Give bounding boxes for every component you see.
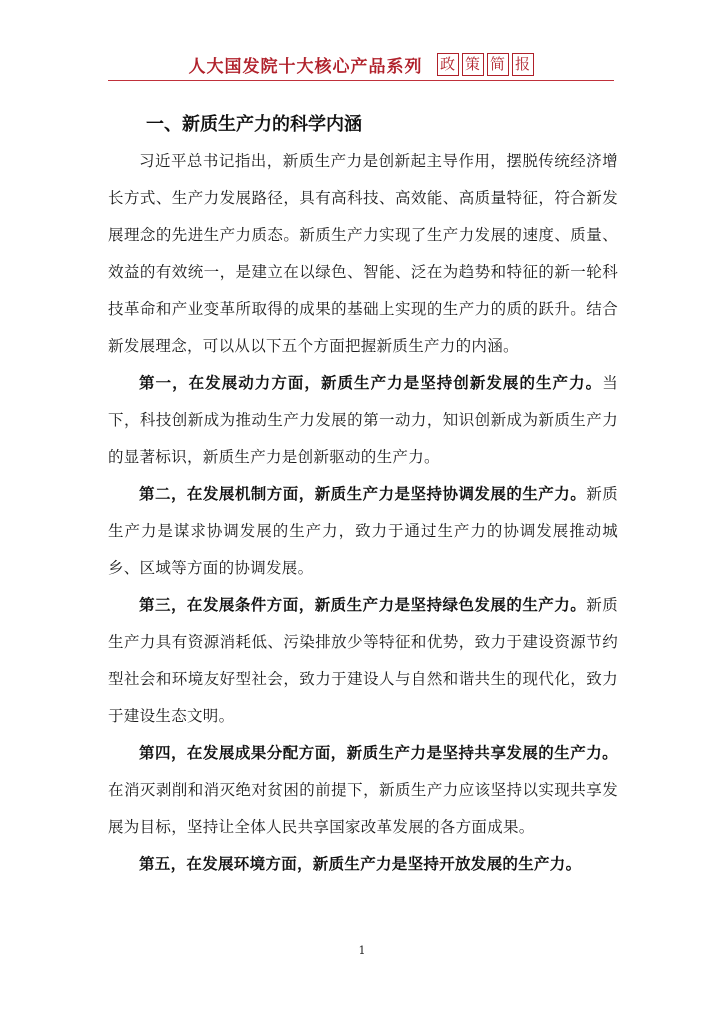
point-lead: 第四，在发展成果分配方面，新质生产力是坚持共享发展的生产力。 (139, 744, 618, 762)
point-lead: 第五，在发展环境方面，新质生产力是坚持开放发展的生产力。 (139, 855, 582, 873)
point-paragraph (108, 846, 618, 883)
intro-paragraph: 习近平总书记指出，新质生产力是创新起主导作用，摆脱传统经济增长方式、生产力发展路径，具有高科技、高效能、高质量特征，符合新发展理念的先进生产力质态。新质生产力实现了生产力发展的速度、质量、效益的有效统一，是建立在以绿色、智能、泛在为趋势和特征的新一轮科技革命和产业变革所取得的成果的基础上实现的生产力的质的跃升。结合新发展理念，可以从以下五个方面把握新质生产力的内涵。 (108, 152, 618, 355)
header-divider (108, 80, 614, 81)
point-paragraph (108, 587, 618, 735)
point-body: 新质生产力是谋求协调发展的生产力，致力于通过生产力的协调发展推动城乡、区域等方面的协调发展。 (108, 485, 618, 577)
point-body: 新质生产力具有资源消耗低、污染排放少等特征和优势，致力于建设资源节约型社会和环境友好型社会，致力于建设人与自然和谐共生的现代化，致力于建设生态文明。 (108, 596, 618, 725)
page-header (108, 48, 614, 80)
point-paragraph (108, 735, 618, 846)
point-lead: 第三，在发展条件方面，新质生产力是坚持绿色发展的生产力。 (139, 596, 587, 614)
header-series-title: 人大国发院十大核心产品系列 (188, 56, 423, 77)
point-body: 当下，科技创新成为推动生产力发展的第一动力，知识创新成为新质生产力的显著标识，新质生产力是创新驱动的生产力。 (108, 374, 618, 466)
header-brand-char: 政 (437, 53, 459, 76)
header-brand-char: 报 (512, 53, 534, 76)
section-title: 一、新质生产力的科学内涵 (146, 114, 362, 135)
page-number: 1 (358, 944, 366, 957)
header-brand-char: 简 (487, 53, 509, 76)
header-brand (437, 53, 534, 76)
point-body: 在消灭剥削和消灭绝对贫困的前提下，新质生产力应该坚持以实现共享发展为目标，坚持让全体人民共享国家改革发展的各方面成果。 (108, 781, 618, 836)
document-body (108, 106, 618, 883)
point-lead: 第一，在发展动力方面，新质生产力是坚持创新发展的生产力。 (139, 374, 603, 392)
point-lead: 第二，在发展机制方面，新质生产力是坚持协调发展的生产力。 (139, 485, 587, 503)
point-paragraph (108, 476, 618, 587)
point-paragraph (108, 365, 618, 476)
header-brand-char: 策 (462, 53, 484, 76)
